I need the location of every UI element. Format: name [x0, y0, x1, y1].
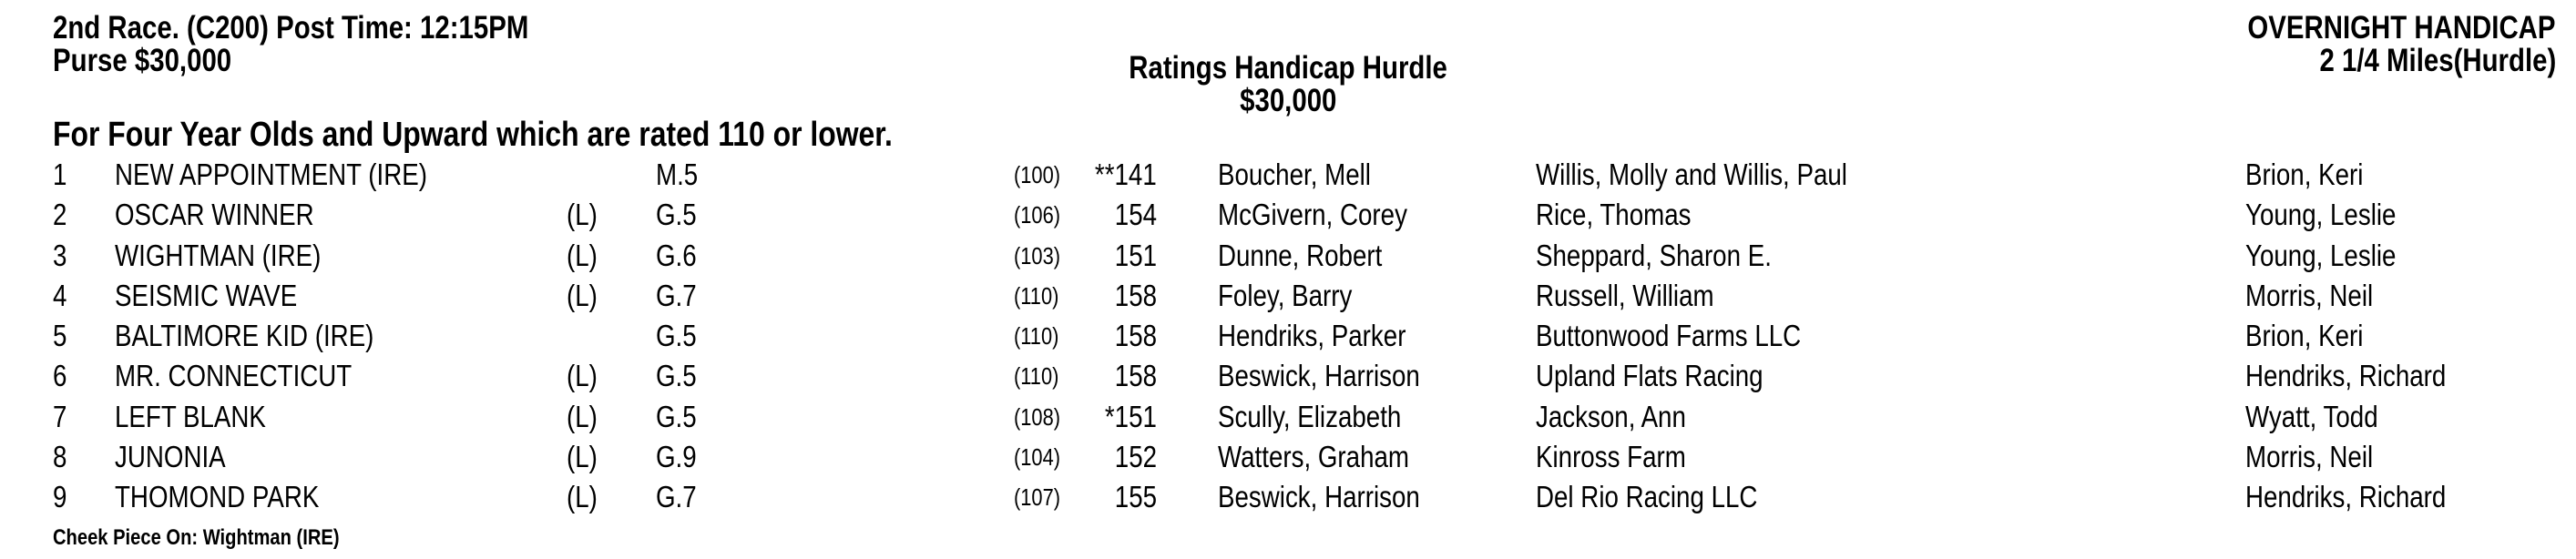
trainer-cell	[2245, 356, 2484, 396]
jockey-cell	[1218, 356, 1458, 396]
medication: (L)	[567, 359, 598, 393]
owner-cell	[1536, 477, 1800, 517]
jockey: Hendriks, Parker	[1218, 319, 1406, 353]
jockey: Beswick, Harrison	[1218, 480, 1420, 514]
trainer-cell	[2245, 397, 2403, 437]
horse-name: SEISMIC WAVE	[115, 278, 298, 312]
race-title	[53, 12, 619, 45]
sex-age: G.9	[656, 440, 697, 474]
post-position-cell	[53, 356, 69, 396]
medication: (L)	[567, 440, 598, 474]
owner: Sheppard, Sharon E.	[1536, 238, 1772, 272]
jockey-cell	[1218, 276, 1377, 316]
entry-row	[0, 316, 2576, 356]
jockey: Beswick, Harrison	[1218, 359, 1420, 393]
weight: **141	[1095, 158, 1157, 191]
post-position-cell	[53, 155, 69, 195]
horse-name-cell	[115, 155, 486, 195]
horse-name-cell	[115, 316, 424, 356]
rating: (103)	[1014, 241, 1060, 269]
owner-cell	[1536, 356, 1806, 396]
post-position: 9	[53, 480, 67, 514]
medication-cell	[567, 356, 603, 396]
medication-cell	[567, 437, 603, 477]
horse-name-cell	[115, 356, 397, 396]
sex-age: G.5	[656, 359, 697, 393]
horse-name-cell	[115, 195, 352, 235]
sex-age-cell	[656, 236, 704, 276]
rating: (110)	[1014, 322, 1059, 351]
trainer-cell	[2245, 276, 2397, 316]
sex-age: G.5	[656, 198, 697, 232]
horse-name-cell	[115, 397, 294, 437]
horse-name: JUNONIA	[115, 440, 226, 474]
owner-cell	[1536, 155, 1906, 195]
rating: (110)	[1014, 281, 1059, 310]
rating-cell	[1014, 437, 1069, 477]
entry-row	[0, 397, 2576, 437]
trainer: Young, Leslie	[2245, 238, 2397, 272]
jockey-cell	[1218, 397, 1436, 437]
post-position-cell	[53, 276, 69, 316]
weight: 152	[1114, 440, 1157, 474]
footnote-text: Cheek Piece On: Wightman (IRE)	[53, 525, 340, 550]
trainer-cell	[2245, 236, 2425, 276]
entry-row	[0, 276, 2576, 316]
weight-cell	[1107, 356, 1157, 396]
entry-row	[0, 236, 2576, 276]
medication-cell	[567, 397, 603, 437]
jockey-cell	[1218, 195, 1444, 235]
post-position: 7	[53, 399, 67, 433]
weight-cell	[1095, 397, 1157, 437]
sex-age-cell	[656, 356, 704, 396]
trainer: Young, Leslie	[2245, 198, 2397, 232]
sex-age-cell	[656, 155, 706, 195]
jockey-cell	[1218, 437, 1446, 477]
post-position: 2	[53, 198, 67, 232]
owner: Kinross Farm	[1536, 440, 1686, 474]
owner-cell	[1536, 195, 1721, 235]
medication: (L)	[567, 480, 598, 514]
medication: (L)	[567, 238, 598, 272]
horse-name: NEW APPOINTMENT (IRE)	[115, 158, 427, 191]
sex-age-cell	[656, 195, 704, 235]
trainer: Morris, Neil	[2245, 278, 2374, 312]
owner-cell	[1536, 316, 1852, 356]
post-position: 5	[53, 319, 67, 353]
post-position: 4	[53, 278, 67, 312]
sex-age-cell	[656, 276, 704, 316]
jockey: Dunne, Robert	[1218, 238, 1383, 272]
post-position: 3	[53, 238, 67, 272]
horse-name: THOMOND PARK	[115, 480, 320, 514]
weight-cell	[1107, 316, 1157, 356]
rating: (100)	[1014, 161, 1060, 188]
jockey: Watters, Graham	[1218, 440, 1409, 474]
post-position-cell	[53, 397, 69, 437]
trainer: Wyatt, Todd	[2245, 399, 2378, 433]
entry-row	[0, 155, 2576, 195]
owner: Upland Flats Racing	[1536, 359, 1763, 393]
sex-age-cell	[656, 316, 704, 356]
trainer-cell	[2245, 477, 2484, 517]
rating-cell	[1014, 155, 1069, 195]
horse-name-cell	[115, 276, 332, 316]
sex-age: G.5	[656, 399, 697, 433]
race-conditions	[53, 117, 1052, 153]
weight: 158	[1114, 278, 1157, 312]
horse-name: MR. CONNECTICUT	[115, 359, 353, 393]
trainer: Brion, Keri	[2245, 158, 2364, 191]
race-type-block	[2189, 12, 2556, 77]
medication: (L)	[567, 278, 598, 312]
rating: (104)	[1014, 443, 1060, 472]
race-type: OVERNIGHT HANDICAP	[2247, 10, 2556, 46]
post-position-cell	[53, 316, 69, 356]
weight: 158	[1114, 319, 1157, 353]
entry-row	[0, 437, 2576, 477]
sex-age: G.5	[656, 319, 697, 353]
post-position-cell	[53, 195, 69, 235]
post-position-cell	[53, 477, 69, 517]
trainer-cell	[2245, 437, 2397, 477]
sex-age: G.7	[656, 278, 697, 312]
horse-name: BALTIMORE KID (IRE)	[115, 319, 374, 353]
owner-cell	[1536, 397, 1714, 437]
weight: *151	[1104, 399, 1157, 433]
sex-age: G.6	[656, 238, 697, 272]
trainer-cell	[2245, 155, 2386, 195]
jockey-cell	[1218, 155, 1400, 195]
owner: Rice, Thomas	[1536, 198, 1692, 232]
post-position-cell	[53, 437, 69, 477]
weight-cell	[1107, 236, 1157, 276]
jockey: Scully, Elizabeth	[1218, 399, 1402, 433]
sex-age-cell	[656, 437, 704, 477]
rating: (108)	[1014, 402, 1060, 431]
rating-cell	[1014, 397, 1069, 437]
trainer: Hendriks, Richard	[2245, 480, 2447, 514]
medication-cell	[567, 477, 603, 517]
owner: Buttonwood Farms LLC	[1536, 319, 1802, 353]
entry-row	[0, 195, 2576, 235]
rating-cell	[1014, 236, 1069, 276]
horse-name-cell	[115, 236, 360, 276]
race-conditions-text: For Four Year Olds and Upward which are rated 110 or lower.	[53, 116, 893, 154]
race-distance: 2 1/4 Miles(Hurdle)	[2319, 43, 2556, 78]
jockey: Boucher, Mell	[1218, 158, 1371, 191]
horse-name-cell	[115, 477, 358, 517]
post-position: 1	[53, 158, 67, 191]
entry-row	[0, 356, 2576, 396]
weight: 155	[1114, 480, 1157, 514]
horse-name-cell	[115, 437, 247, 477]
medication-cell	[567, 195, 603, 235]
weight-cell	[1107, 276, 1157, 316]
medication: (L)	[567, 198, 598, 232]
weight: 154	[1114, 198, 1157, 232]
rating-cell	[1014, 276, 1068, 316]
rating: (110)	[1014, 362, 1059, 391]
sex-age: G.7	[656, 480, 697, 514]
entry-row	[0, 477, 2576, 517]
jockey: McGivern, Corey	[1218, 198, 1407, 232]
owner-cell	[1536, 236, 1816, 276]
trainer: Morris, Neil	[2245, 440, 2374, 474]
weight-cell	[1107, 477, 1157, 517]
medication-cell	[567, 276, 603, 316]
race-title-text: 2nd Race. (C200) Post Time: 12:15PM	[53, 10, 529, 46]
owner: Jackson, Ann	[1536, 399, 1686, 433]
sex-age: M.5	[656, 158, 699, 191]
trainer-cell	[2245, 195, 2425, 235]
rating: (106)	[1014, 201, 1060, 229]
jockey-cell	[1218, 477, 1458, 517]
post-position: 8	[53, 440, 67, 474]
purse-text: Purse $30,000	[53, 43, 232, 78]
post-position-cell	[53, 236, 69, 276]
equipment-footnote	[53, 525, 394, 551]
owner: Del Rio Racing LLC	[1536, 480, 1758, 514]
rating-cell	[1014, 477, 1069, 517]
rating-cell	[1014, 195, 1069, 235]
owner: Willis, Molly and Willis, Paul	[1536, 158, 1847, 191]
weight-cell	[1083, 155, 1157, 195]
weight: 151	[1114, 238, 1157, 272]
jockey-cell	[1218, 236, 1414, 276]
post-position: 6	[53, 359, 67, 393]
trainer-cell	[2245, 316, 2386, 356]
jockey: Foley, Barry	[1218, 278, 1353, 312]
owner: Russell, William	[1536, 278, 1714, 312]
trainer: Brion, Keri	[2245, 319, 2364, 353]
medication: (L)	[567, 399, 598, 433]
rating-cell	[1014, 356, 1068, 396]
weight-cell	[1107, 437, 1157, 477]
sex-age-cell	[656, 397, 704, 437]
sex-age-cell	[656, 477, 704, 517]
owner-cell	[1536, 276, 1748, 316]
owner-cell	[1536, 437, 1714, 477]
horse-name: OSCAR WINNER	[115, 198, 314, 232]
rating: (107)	[1014, 483, 1060, 512]
race-name: Ratings Handicap Hurdle	[1129, 50, 1447, 86]
rating-cell	[1014, 316, 1068, 356]
race-purse: $30,000	[1239, 83, 1337, 118]
trainer: Hendriks, Richard	[2245, 359, 2447, 393]
jockey-cell	[1218, 316, 1442, 356]
weight-cell	[1107, 195, 1157, 235]
horse-name: LEFT BLANK	[115, 399, 266, 433]
weight: 158	[1114, 359, 1157, 393]
entries-list	[0, 155, 2576, 518]
horse-name: WIGHTMAN (IRE)	[115, 238, 322, 272]
medication-cell	[567, 236, 603, 276]
